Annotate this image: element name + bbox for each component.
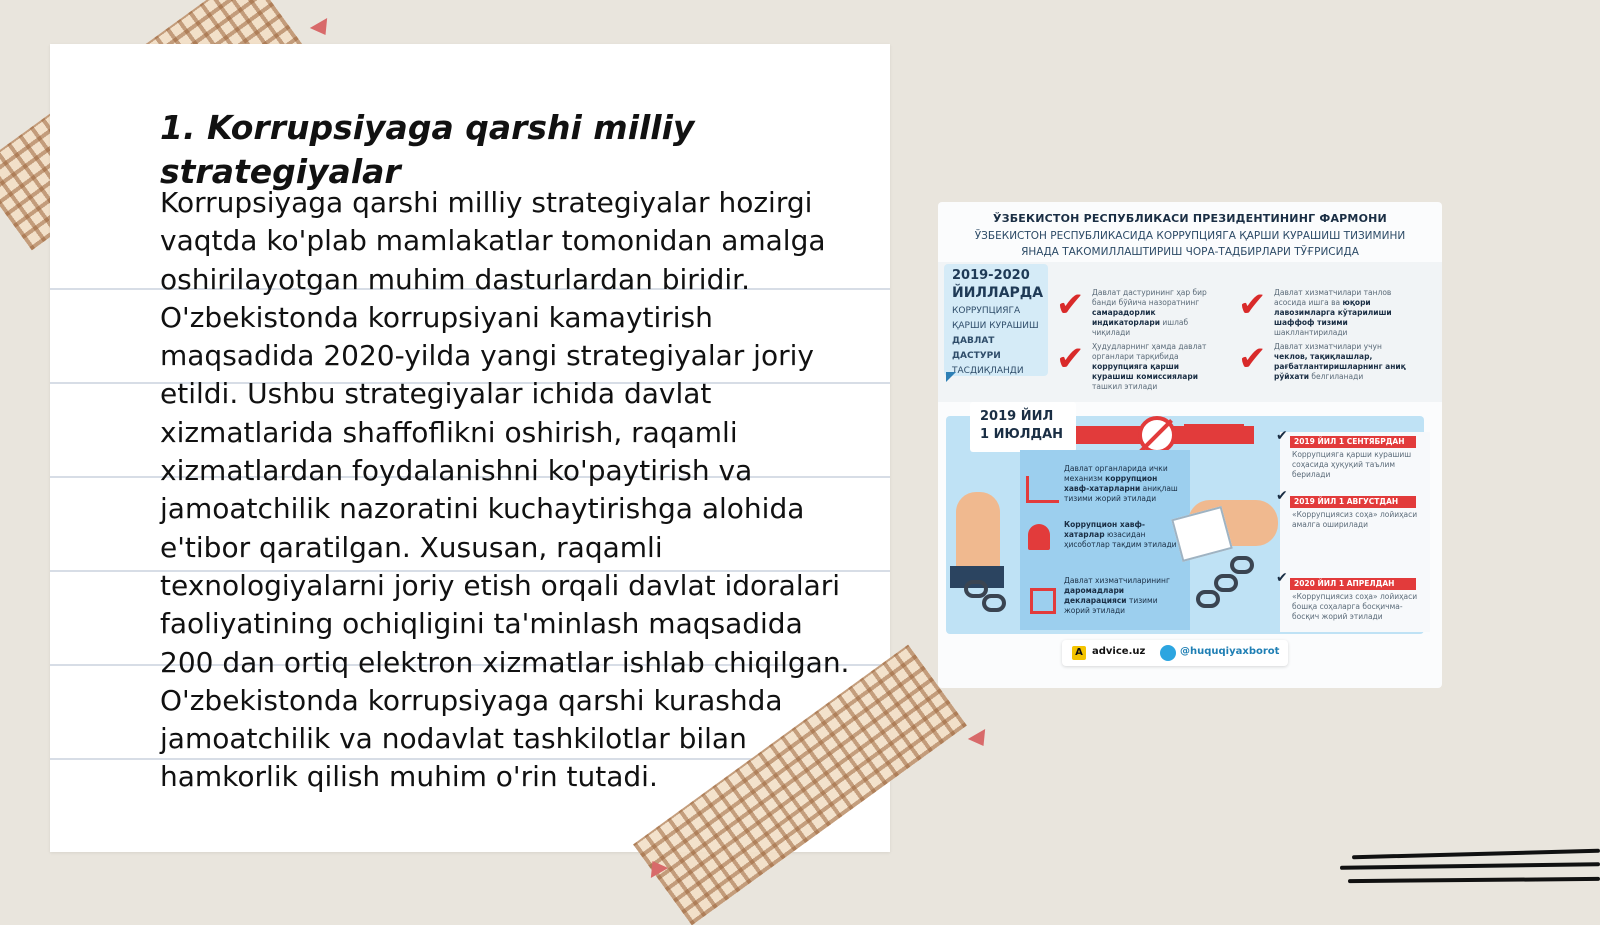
- checkmark-icon: ✔: [1056, 339, 1085, 379]
- brush-stroke: [1352, 849, 1600, 859]
- decree-infographic: [938, 202, 1442, 688]
- slide-title: 1. Korrupsiyaga qarshi milliy strategiyalar: [160, 108, 695, 191]
- slide-body-text: Korrupsiyaga qarshi milliy strategiyalar hozirgi vaqtda ko'plab mamlakatlar tomonidan amalga oshirilayotgan muhim dasturlardan biridir. O'zbekistonda korrupsiyani kamaytirish maqsadida 2020-yilda yangi strategiyalar joriy etildi. Ushbu strategiyalar ichida davlat xizmatlarida shaffoflikni oshirish, raqamli xizmatlardan foydalanishni ko'paytirish va jamoatchilik nazoratini kuchaytirishga alohida e'tibor qaratilgan. Xususan, raqamli texnologiyalarni joriy etish orqali davlat idoralari faoliyatining ochiqligini ta'minlash maqsadida 200 dan ortiq elektron xizmatlar ishlab chiqilgan. O'zbekistonda korrupsiyaga qarshi kurashda jamoatchilik va nodavlat tashkilotlar bilan hamkorlik qilish muhim o'rin tutadi.: [160, 186, 850, 794]
- program-title: ЙИЛЛАРДА: [952, 285, 1044, 301]
- checkmark-icon: ✔: [1056, 285, 1085, 325]
- program-point: Ҳудудларнинг ҳамда давлат органлари тарқибида коррупцияга қарши курашиш комиссиялари ташкил этилади: [1092, 342, 1207, 391]
- paper-note: [50, 44, 890, 852]
- telegram-icon: [1160, 645, 1176, 661]
- chain-icon: [1214, 574, 1238, 592]
- corner-marker: [946, 372, 956, 382]
- program-point: Давлат хизматчилари танлов асосида ишга ва юқори лавозимларга кўтарилиши шаффоф тизими шакллантирилади: [1274, 288, 1392, 337]
- measure-point: Давлат органларида ички механизм коррупцион хавф-хатарларни аниқлаш тизими жорий этилади: [1064, 464, 1178, 503]
- pin-icon: [310, 18, 334, 40]
- program-years: 2019-2020: [952, 268, 1030, 283]
- footer-telegram-link[interactable]: @huquqiyaxborot: [1180, 646, 1280, 657]
- timeline-item: «Коррупциясиз соҳа» лойиҳаси амалга оширилади: [1292, 510, 1418, 529]
- person-icon: [1028, 524, 1050, 550]
- program-caption-bold: ДАВЛАТ ДАСТУРИ: [952, 336, 1001, 361]
- pin-icon: [968, 729, 992, 751]
- checkmark-icon: ✔: [1238, 285, 1267, 325]
- brush-stroke: [1348, 877, 1600, 883]
- measure-point: Коррупцион хавф-хатарлар юзасидан ҳисоботлар тақдим этилади: [1064, 520, 1177, 549]
- footer-site-link[interactable]: advice.uz: [1092, 646, 1146, 657]
- timeline-date-label: 2020 ЙИЛ 1 АПРЕЛДАН: [1290, 578, 1416, 590]
- timeline-item: Коррупцияга қарши курашиш соҳасида ҳуқуқий таълим берилади: [1292, 450, 1412, 479]
- start-date: 2019 ЙИЛ 1 ИЮЛДАН: [980, 409, 1064, 442]
- timeline-date-label: 2019 ЙИЛ 1 АВГУСТДАН: [1290, 496, 1416, 508]
- program-caption-text: КОРРУПЦИЯГА ҚАРШИ КУРАШИШ: [952, 306, 1039, 331]
- program-caption: [952, 304, 1046, 379]
- timeline-date-label: 2019 ЙИЛ 1 СЕНТЯБРДАН: [1290, 436, 1416, 448]
- checkmark-icon: ✔: [1238, 339, 1267, 379]
- program-caption-text2: ТАСДИҚЛАНДИ: [952, 366, 1024, 376]
- timeline-item: «Коррупциясиз соҳа» лойиҳаси бошқа соҳаларга босқичма-босқич жорий этилади: [1292, 592, 1418, 621]
- chart-icon: [1026, 476, 1059, 503]
- advice-logo-icon: A: [1072, 646, 1086, 660]
- red-band: [1184, 424, 1244, 442]
- program-point: Давлат дастурининг ҳар бир банди бўйича назоратнинг самарадорлик индикаторлари ишлаб чиқилади: [1092, 288, 1207, 337]
- program-point: Давлат хизматчилари учун чеклов, тақиқлашлар, рағбатлантиришларнинг аниқ рўйхати белгиланади: [1274, 342, 1406, 381]
- measure-point: Давлат хизматчиларининг даромадлари декларацияси тизими жорий этилади: [1064, 576, 1170, 615]
- checkmark-icon: ✔: [1276, 570, 1288, 586]
- infographic-header: ЎЗБЕКИСТОН РЕСПУБЛИКАСИ ПРЕЗИДЕНТИНИНГ ФАРМОНИ: [993, 212, 1387, 225]
- list-icon: [1030, 588, 1056, 614]
- chain-icon: [1196, 590, 1220, 608]
- brush-stroke: [1340, 862, 1600, 870]
- checkmark-icon: ✔: [1276, 428, 1288, 444]
- chain-icon: [982, 594, 1006, 612]
- chain-icon: [1230, 556, 1254, 574]
- infographic-subheader: ЎЗБЕКИСТОН РЕСПУБЛИКАСИДА КОРРУПЦИЯГА ҚАРШИ КУРАШИШ ТИЗИМИНИ ЯНАДА ТАКОМИЛЛАШТИРИШ ЧОРА-ТАДБИРЛАРИ ТЎҒРИСИДА: [974, 230, 1406, 258]
- stop-hand-illustration: [956, 492, 1000, 572]
- checkmark-icon: ✔: [1276, 488, 1288, 504]
